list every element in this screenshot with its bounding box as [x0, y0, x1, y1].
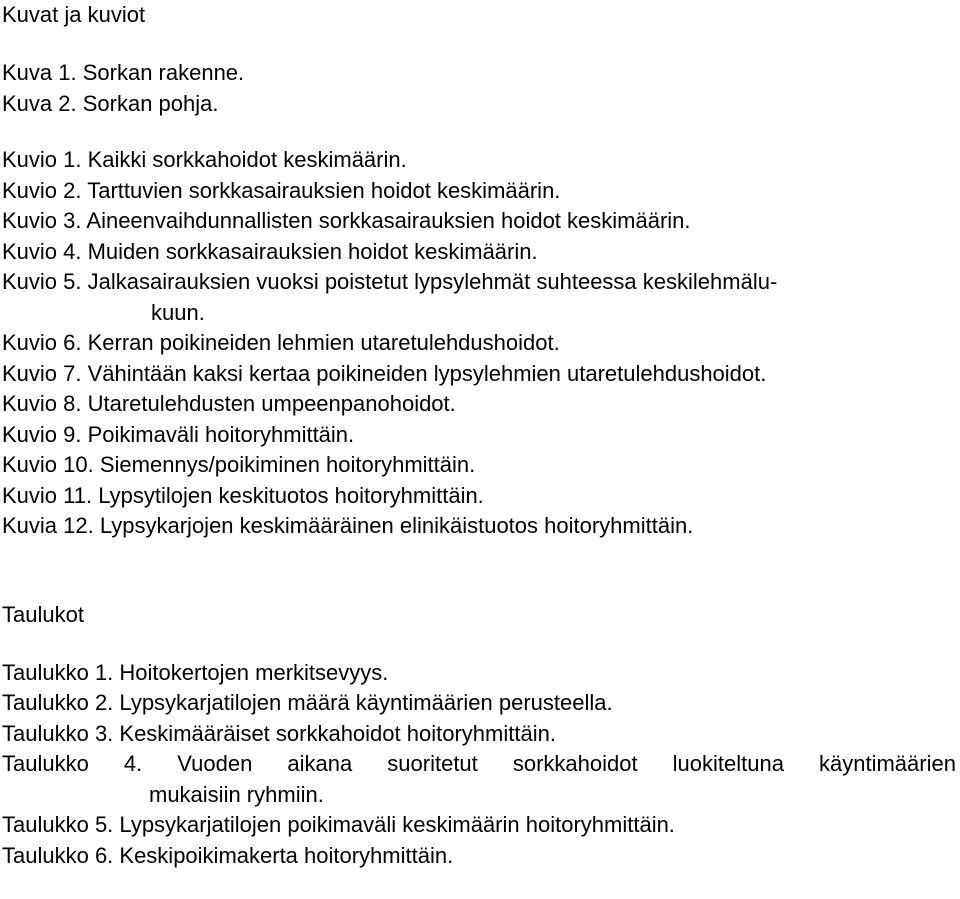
- list-item: Kuvio 5. Jalkasairauksien vuoksi poistetut lypsylehmät suhteessa keskilehmälu-: [2, 269, 778, 294]
- list-item: Taulukko 3. Keskimääräiset sorkkahoidot hoitoryhmittäin.: [2, 720, 556, 746]
- list-item: Kuvio 8. Utaretulehdusten umpeenpanohoidot.: [2, 391, 456, 416]
- list-item: Kuva 2. Sorkan pohja.: [2, 90, 219, 116]
- charts-list: [2, 145, 958, 542]
- tables-list: [2, 658, 958, 872]
- list-item: Kuvio 1. Kaikki sorkkahoidot keskimäärin.: [2, 147, 407, 172]
- tables-heading: Taulukot: [2, 601, 84, 627]
- list-item-continuation: kuun.: [151, 299, 205, 325]
- word: 4.: [123, 751, 143, 776]
- figures-heading: Kuvat ja kuviot: [2, 2, 146, 27]
- list-item: Kuvio 4. Muiden sorkkasairauksien hoidot keskimäärin.: [2, 238, 538, 264]
- list-item: Kuvio 3. Aineenvaihdunnallisten sorkkasairauksien hoidot keskimäärin.: [2, 208, 691, 233]
- list-item: Kuvio 6. Kerran poikineiden lehmien utaretulehdushoidot.: [2, 330, 560, 355]
- list-item: Kuvio 10. Siemennys/poikiminen hoitoryhmittäin.: [2, 452, 476, 477]
- list-item: Taulukko 6. Keskipoikimakerta hoitoryhmittäin.: [2, 842, 454, 868]
- list-item: Kuvio 2. Tarttuvien sorkkasairauksien hoidot keskimäärin.: [2, 177, 561, 203]
- word: luokiteltuna: [672, 751, 784, 776]
- word: Vuoden: [177, 751, 253, 776]
- list-item: Taulukko 2. Lypsykarjatilojen määrä käyntimäärien perusteella.: [2, 690, 613, 715]
- list-item: Kuvio 11. Lypsytilojen keskituotos hoitoryhmittäin.: [2, 482, 484, 508]
- list-item: Kuvia 12. Lypsykarjojen keskimääräinen elinikäistuotos hoitoryhmittäin.: [2, 513, 694, 538]
- document-page: [2, 0, 958, 871]
- word: suoritetut: [387, 751, 478, 776]
- list-item-continuation: mukaisiin ryhmiin.: [149, 781, 324, 807]
- word: aikana: [287, 751, 353, 776]
- list-item: Taulukko 5. Lypsykarjatilojen poikimaväli keskimäärin hoitoryhmittäin.: [2, 812, 675, 837]
- list-item: Kuva 1. Sorkan rakenne.: [2, 60, 245, 85]
- images-list: [2, 58, 958, 119]
- word: sorkkahoidot: [512, 751, 638, 776]
- list-item: Kuvio 7. Vähintään kaksi kertaa poikineiden lypsylehmien utaretulehdushoidot.: [2, 360, 767, 386]
- word: Taulukko: [2, 751, 89, 776]
- word: käyntimäärien: [818, 751, 956, 776]
- list-item-justified: [2, 749, 956, 780]
- list-item: Kuvio 9. Poikimaväli hoitoryhmittäin.: [2, 421, 355, 447]
- list-item: Taulukko 1. Hoitokertojen merkitsevyys.: [2, 659, 389, 685]
